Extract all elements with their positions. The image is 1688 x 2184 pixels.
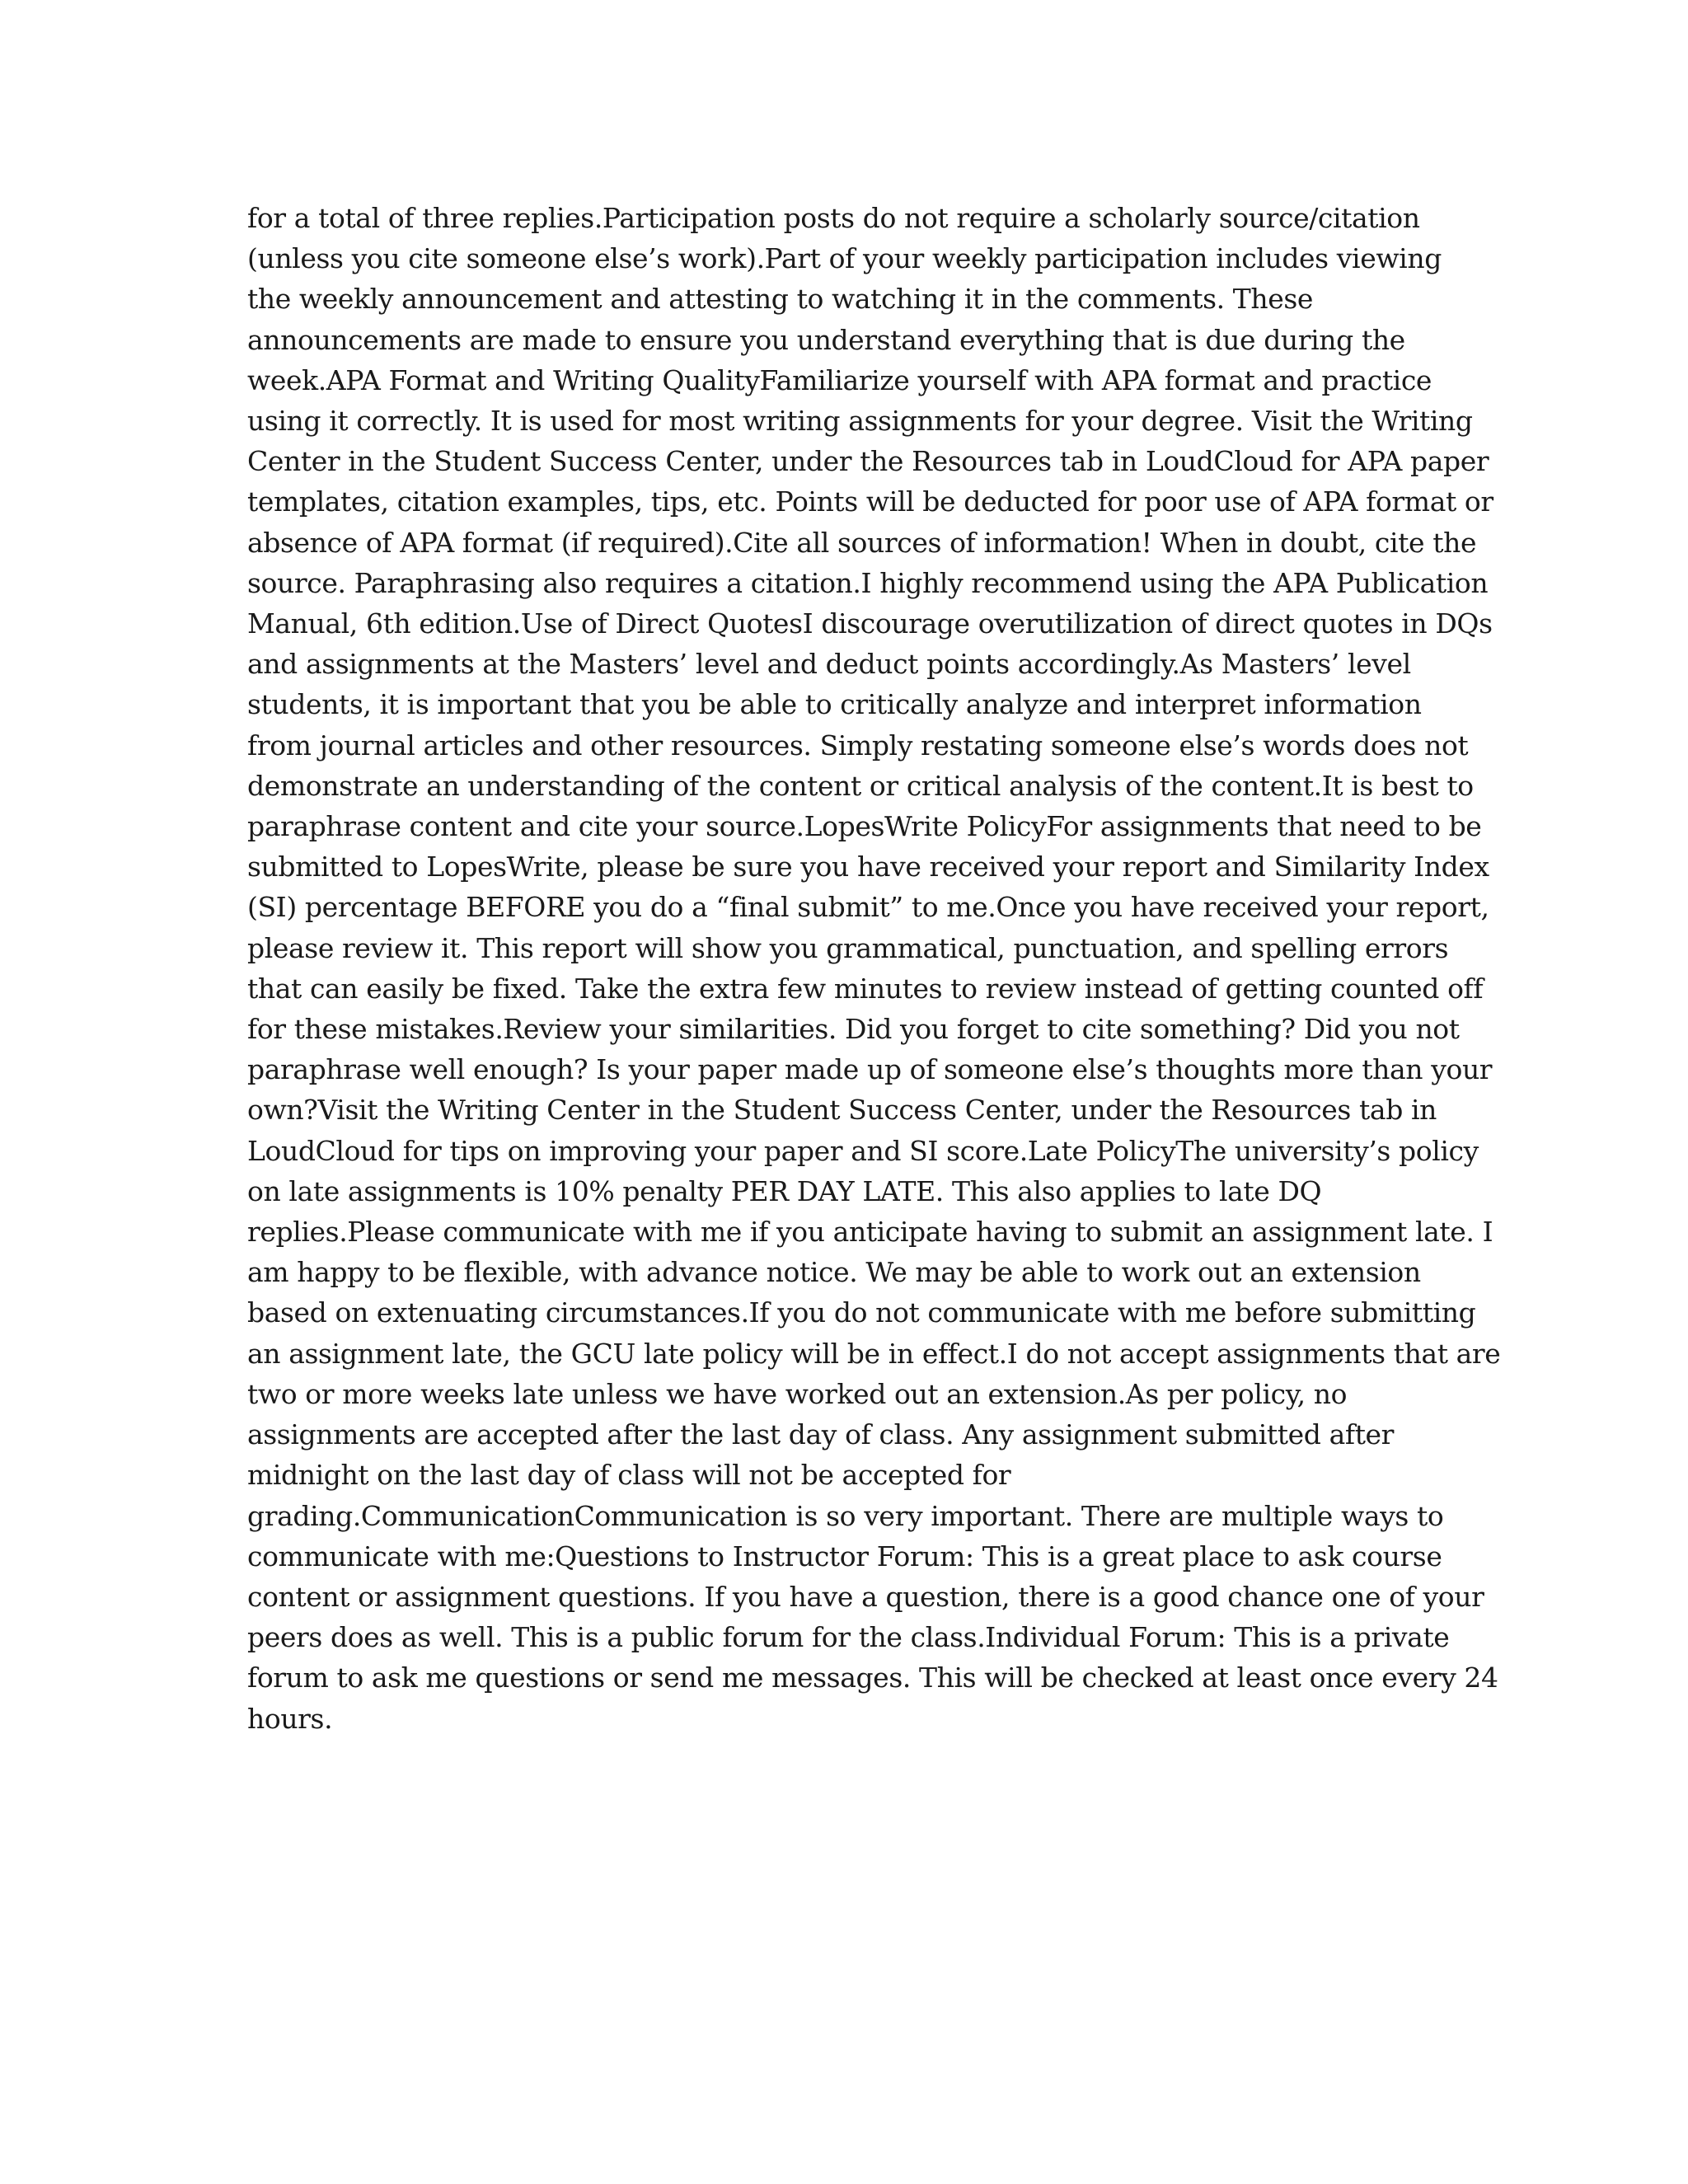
text-line: for a total of three replies.Participation posts do not require a scholarly source/citation [247, 202, 1420, 234]
text-line: content or assignment questions. If you have a question, there is a good chance one of your [247, 1580, 1484, 1613]
text-line: students, it is important that you be able to critically analyze and interpret information [247, 688, 1422, 721]
text-line: an assignment late, the GCU late policy will be in effect.I do not accept assignments that are [247, 1337, 1501, 1370]
text-line: communicate with me:Questions to Instructor Forum: This is a great place to ask course [247, 1540, 1442, 1572]
text-line: grading.CommunicationCommunication is so very important. There are multiple ways to [247, 1499, 1444, 1532]
text-line: hours. [247, 1702, 333, 1735]
text-line: two or more weeks late unless we have worked out an extension.As per policy, no [247, 1377, 1348, 1410]
text-line: (SI) percentage BEFORE you do a “final submit” to me.Once you have received your report, [247, 891, 1489, 924]
text-line: week.APA Format and Writing QualityFamiliarize yourself with APA format and practice [247, 363, 1432, 396]
text-line: Manual, 6th edition.Use of Direct QuotesI discourage overutilization of direct quotes in DQs [247, 607, 1493, 640]
text-line: replies.Please communicate with me if you anticipate having to submit an assignment late. I [247, 1216, 1493, 1249]
text-line: from journal articles and other resources. Simply restating someone else’s words does not [247, 729, 1469, 762]
text-line: own?Visit the Writing Center in the Student Success Center, under the Resources tab in [247, 1094, 1437, 1127]
text-line: (unless you cite someone else’s work).Part of your weekly participation includes viewing [247, 242, 1442, 275]
text-line: the weekly announcement and attesting to watching it in the comments. These [247, 283, 1314, 316]
text-line: Center in the Student Success Center, under the Resources tab in LoudCloud for APA paper [247, 445, 1489, 478]
text-line: midnight on the last day of class will not be accepted for [247, 1459, 1011, 1492]
text-line: forum to ask me questions or send me messages. This will be checked at least once every 24 [247, 1661, 1498, 1694]
text-line: using it correctly. It is used for most writing assignments for your degree. Visit the Writing [247, 405, 1473, 438]
text-line: announcements are made to ensure you understand everything that is due during the [247, 323, 1405, 356]
text-line: templates, citation examples, tips, etc. Points will be deducted for poor use of APA format or [247, 485, 1493, 518]
text-line: paraphrase well enough? Is your paper made up of someone else’s thoughts more than your [247, 1053, 1493, 1086]
text-line: am happy to be flexible, with advance notice. We may be able to work out an extension [247, 1256, 1421, 1289]
text-line: source. Paraphrasing also requires a citation.I highly recommend using the APA Publication [247, 566, 1489, 599]
text-line: peers does as well. This is a public forum for the class.Individual Forum: This is a private [247, 1621, 1450, 1654]
text-line: and assignments at the Masters’ level and deduct points accordingly.As Masters’ level [247, 648, 1411, 681]
text-line: submitted to LopesWrite, please be sure you have received your report and Similarity Index [247, 851, 1489, 883]
text-line: that can easily be fixed. Take the extra few minutes to review instead of getting counted off [247, 972, 1484, 1005]
text-line: absence of APA format (if required).Cite all sources of information! When in doubt, cite the [247, 526, 1477, 559]
text-line: for these mistakes.Review your similarities. Did you forget to cite something? Did you not [247, 1013, 1460, 1046]
body-paragraph [247, 198, 1501, 1739]
text-line: based on extenuating circumstances.If you do not communicate with me before submitting [247, 1296, 1476, 1329]
text-line: please review it. This report will show you grammatical, punctuation, and spelling errors [247, 931, 1449, 964]
text-line: assignments are accepted after the last day of class. Any assignment submitted after [247, 1418, 1395, 1451]
text-line: paraphrase content and cite your source.LopesWrite PolicyFor assignments that need to be [247, 810, 1482, 843]
text-line: LoudCloud for tips on improving your paper and SI score.Late PolicyThe university’s policy [247, 1134, 1479, 1167]
text-line: demonstrate an understanding of the content or critical analysis of the content.It is best to [247, 769, 1474, 802]
text-line: on late assignments is 10% penalty PER DAY LATE. This also applies to late DQ [247, 1174, 1322, 1207]
